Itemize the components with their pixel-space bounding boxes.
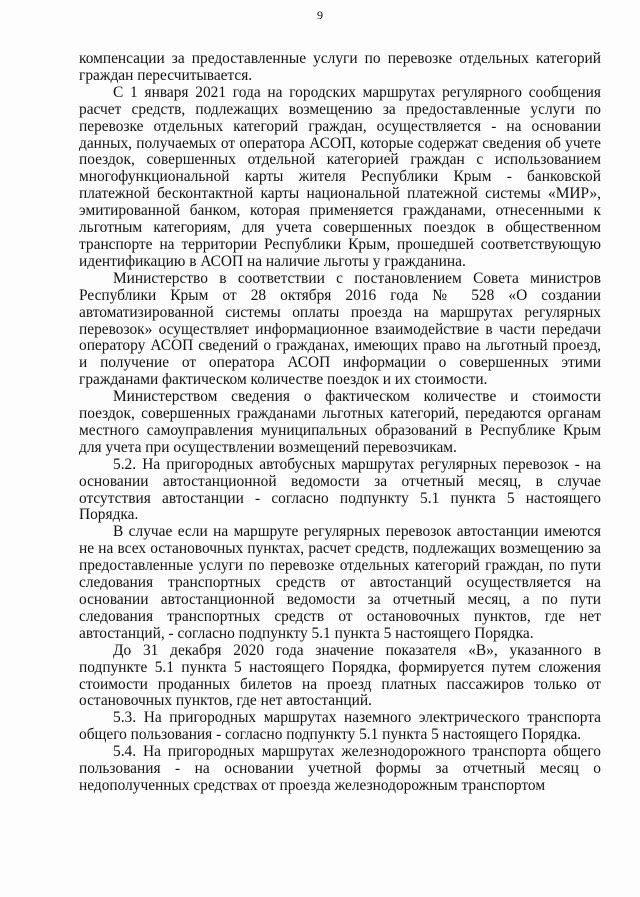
paragraph-7: До 31 декабря 2020 года значение показателя «В», указанного в подпункте 5.1 пункта 5 настоящего Порядка, формируется путем сложения стоимости проданных билетов на проезд платных пассажиров только от остановочных пунктов, где нет автостанций. [79, 641, 601, 710]
document-body [79, 51, 601, 795]
paragraph-5-2: 5.2. На пригородных автобусных маршрутах регулярных перевозок - на основании автостанционной ведомости за отчетный месяц, в случае отсутствия автостанции - согласно подпункту 5.1 пункта 5 настоящего Порядка. [79, 455, 601, 524]
paragraph-1: компенсации за предоставленные услуги по перевозке отдельных категорий граждан пересчитывается. [79, 50, 601, 84]
paragraph-5-4: 5.4. На пригородных маршрутах железнодорожного транспорта общего пользования - на основании учетной формы за отчетный месяц о недополученных средствах от проезда железнодорожным транспортом [79, 743, 601, 794]
page-number: 9 [317, 8, 323, 22]
paragraph-5-3: 5.3. На пригородных маршрутах наземного электрического транспорта общего пользования - согласно подпункту 5.1 пункта 5 настоящего Порядка. [79, 709, 601, 744]
paragraph-2: С 1 января 2021 года на городских маршрутах регулярного сообщения расчет средств, подлежащих возмещению за предоставленные услуги по перевозке отдельных категорий граждан, осуществляется - на основании данных, получаемых от оператора АСОП, которые содержат сведения об учете поездок, совершенных отдельной категорией граждан с использованием многофункциональной карты жителя Республики Крым - банковской платежной бесконтактной карты национальной платежной системы «МИР», эмитированной банком, которая применяется гражданами, отнесенными к льготным категориям, для учета совершенных поездок в общественном транспорте на территории Республики Крым, прошедшей соответствующую идентификацию в АСОП на наличие льготы у гражданина. [79, 83, 601, 270]
paragraph-3: Министерство в соответствии с постановлением Совета министров Республики Крым от 28 октября 2016 года № 528 «О создании автоматизированной системы оплаты проезда на маршрутах регулярных перевозок» осуществляет информационное взаимодействие в части передачи оператору АСОП сведений о гражданах, имеющих право на льготный проезд, и получение от оператора АСОП информации о совершенных этими гражданами фактическом количестве поездок и их стоимости. [79, 269, 601, 389]
paragraph-4: Министерством сведения о фактическом количестве и стоимости поездок, совершенных гражданами льготных категорий, передаются органам местного самоуправления муниципальных образований в Республике Крым для учета при осуществлении возмещений перевозчикам. [79, 388, 601, 456]
paragraph-6: В случае если на маршруте регулярных перевозок автостанции имеются не на всех остановочных пунктах, расчет средств, подлежащих возмещению за предоставленные услуги по перевозке отдельных категорий граждан, по пути следования транспортных средств от автостанций осуществляется на основании автостанционной ведомости за отчетный месяц, а по пути следования транспортных средств от остановочных пунктов, где нет автостанций, - согласно подпункту 5.1 пункта 5 настоящего Порядка. [79, 523, 601, 642]
